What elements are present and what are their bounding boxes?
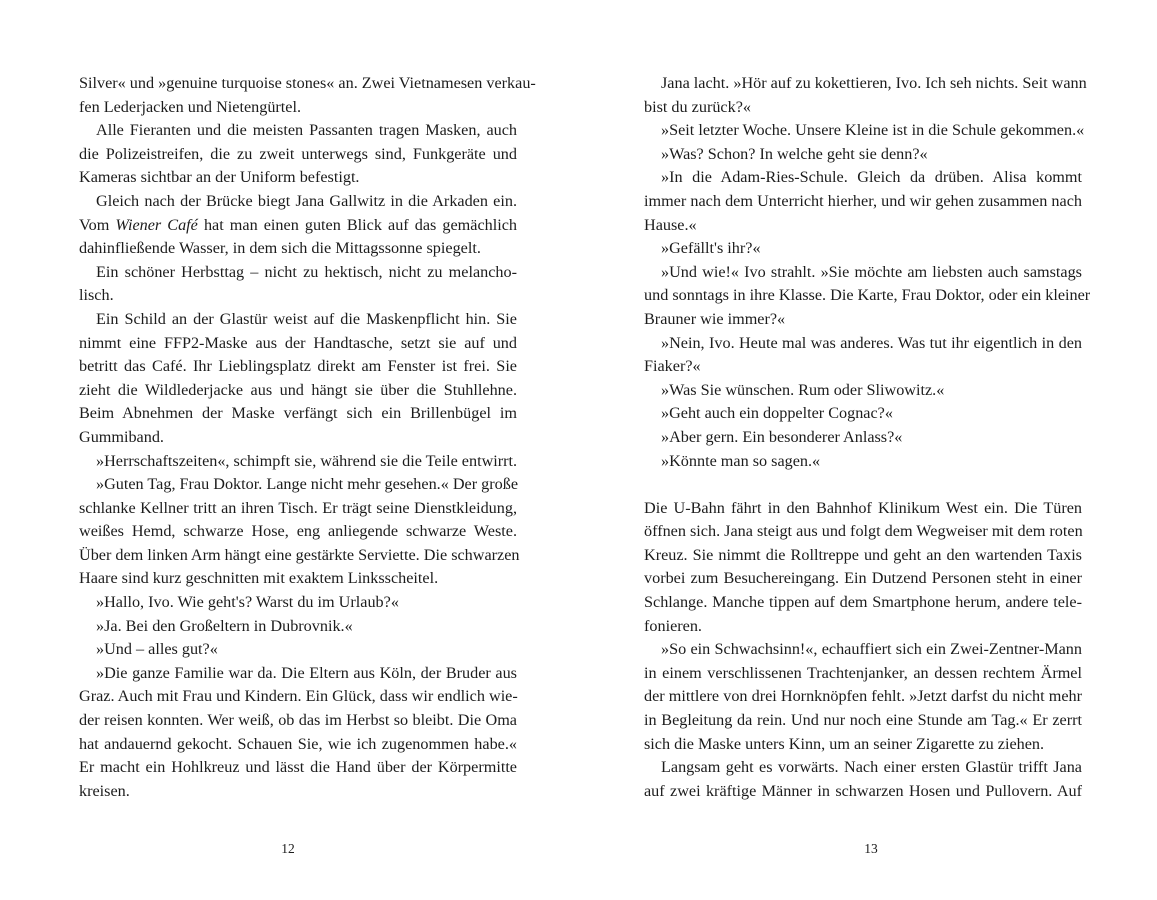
text-line: der mittlere von drei Hornknöpfen fehlt. »Jetzt darfst du nicht mehr <box>644 687 1082 706</box>
text-line: »Ja. Bei den Großeltern in Dubrovnik.« <box>96 616 353 635</box>
text-line: bist du zurück?« <box>644 97 751 116</box>
text-line <box>79 214 517 238</box>
text-line: »Seit letzter Woche. Unsere Kleine ist in die Schule gekommen.« <box>661 121 1085 140</box>
text-line: hat andauernd gekocht. Schauen Sie, wie ich zugenommen habe.« <box>79 734 517 753</box>
text-line: Hause.« <box>644 215 697 234</box>
text-line: Ein schöner Herbsttag – nicht zu hektisch, nicht zu melancho- <box>96 262 517 281</box>
text-line: »Nein, Ivo. Heute mal was anderes. Was tut ihr eigentlich in den <box>661 333 1082 352</box>
text-line: Alle Fieranten und die meisten Passanten tragen Masken, auch <box>96 121 517 140</box>
text-line: immer nach dem Unterricht hierher, und wir gehen zusammen nach <box>644 191 1082 210</box>
text-line: »Was? Schon? In welche geht sie denn?« <box>661 144 928 163</box>
text-line: Schlange. Manche tippen auf dem Smartphone herum, andere tele- <box>644 593 1082 612</box>
text-line: Über dem linken Arm hängt eine gestärkte Serviette. Die schwarzen <box>79 545 520 564</box>
text-line: fonieren. <box>644 616 702 635</box>
text-line: Jana lacht. »Hör auf zu kokettieren, Ivo. Ich seh nichts. Seit wann <box>661 74 1087 92</box>
text-line: »Gefällt's ihr?« <box>661 239 761 258</box>
text-line: lisch. <box>79 286 114 305</box>
text-line: der reisen konnten. Wer weiß, ob das im Herbst so bleibt. Die Oma <box>79 711 517 730</box>
text-line: nimmt eine FFP2-Maske aus der Handtasche, setzt sie auf und <box>79 333 517 352</box>
text-line: »So ein Schwachsinn!«, echauffiert sich ein Zwei-Zentner-Mann <box>661 640 1082 659</box>
text-line: fen Lederjacken und Nietengürtel. <box>79 97 302 116</box>
text-line: dahinfließende Wasser, in dem sich die Mittagssonne spiegelt. <box>79 239 481 258</box>
text-line: »Und – alles gut?« <box>96 640 218 659</box>
text-line: zieht die Wildlederjacke aus und hängt sie über die Stuhllehne. <box>79 380 517 399</box>
text-line: »Guten Tag, Frau Doktor. Lange nicht mehr gesehen.« Der große <box>96 475 519 494</box>
text-line: Brauner wie immer?« <box>644 309 786 328</box>
right-page <box>644 72 1091 803</box>
text-line: »Aber gern. Ein besonderer Anlass?« <box>661 427 903 446</box>
text-line: betritt das Café. Ihr Lieblingsplatz direkt am Fenster ist frei. Sie <box>79 357 517 376</box>
text-line: Haare sind kurz geschnitten mit exaktem Linksscheitel. <box>79 569 439 588</box>
text-line: Kameras sichtbar an der Uniform befestigt. <box>79 168 360 187</box>
text-line: Langsam geht es vorwärts. Nach einer ersten Glastür trifft Jana <box>661 758 1082 777</box>
text-line: in einem verschlissenen Trachtenjanker, an dessen rechtem Ärmel <box>644 663 1082 682</box>
text-line: »Die ganze Familie war da. Die Eltern aus Köln, der Bruder aus <box>96 663 517 682</box>
text-line: kreisen. <box>79 781 130 800</box>
text-line: Kreuz. Sie nimmt die Rolltreppe und geht an den wartenden Taxis <box>644 545 1082 564</box>
text-line: Gleich nach der Brücke biegt Jana Gallwitz in die Arkaden ein. <box>96 191 517 210</box>
text-line: Fiaker?« <box>644 357 701 376</box>
text-line: Graz. Auch mit Frau und Kindern. Ein Glück, dass wir endlich wie- <box>79 687 518 706</box>
text-line: »Könnte man so sagen.« <box>661 451 821 470</box>
cafe-name-italic: Wiener Café <box>115 215 198 234</box>
text-line: öffnen sich. Jana steigt aus und folgt dem Wegweiser mit dem roten <box>644 522 1083 541</box>
text-line: Ein Schild an der Glastür weist auf die Maskenpflicht hin. Sie <box>96 309 517 328</box>
text-line: Er macht ein Hohlkreuz und lässt die Hand über der Körpermitte <box>79 758 517 777</box>
text-line: »Herrschaftszeiten«, schimpft sie, während sie die Teile entwirrt. <box>96 451 518 470</box>
text-line: Silver« und »genuine turquoise stones« an. Zwei Vietnamesen verkau- <box>79 74 536 92</box>
text-line: »Hallo, Ivo. Wie geht's? Warst du im Urlaub?« <box>96 593 399 612</box>
section-break <box>644 473 1082 497</box>
text-line: auf zwei kräftige Männer in schwarzen Hosen und Pullovern. Auf <box>644 781 1082 800</box>
text-line: vorbei zum Besuchereingang. Ein Dutzend Personen steht in einer <box>644 569 1082 588</box>
text-line: Die U-Bahn fährt in den Bahnhof Klinikum West ein. Die Türen <box>644 498 1082 517</box>
page-number-left: 12 <box>281 841 295 856</box>
text-line: schlanke Kellner tritt an ihren Tisch. Er trägt seine Dienstkleidung, <box>79 498 517 517</box>
text-fragment: hat man einen guten Blick auf das gemächlich <box>203 215 518 234</box>
page-number-right: 13 <box>864 841 878 856</box>
text-line: »In die Adam-Ries-Schule. Gleich da drüben. Alisa kommt <box>661 168 1082 187</box>
text-line: Beim Abnehmen der Maske verfängt sich ein Brillenbügel im <box>79 404 517 423</box>
text-line: sich die Maske unters Kinn, um an seiner Zigarette zu ziehen. <box>644 734 1045 753</box>
text-fragment: Vom <box>79 215 110 234</box>
text-line: Gummiband. <box>79 427 164 446</box>
text-line: »Was Sie wünschen. Rum oder Sliwowitz.« <box>661 380 945 399</box>
text-line: und sonntags in ihre Klasse. Die Karte, Frau Doktor, oder ein kleiner <box>644 286 1091 305</box>
text-line: »Geht auch ein doppelter Cognac?« <box>661 404 893 423</box>
left-page <box>79 72 536 803</box>
text-line: weißes Hemd, schwarze Hose, eng anliegende schwarze Weste. <box>79 522 517 541</box>
text-line: die Polizeistreifen, die zu zweit unterwegs sind, Funkgeräte und <box>79 144 517 163</box>
text-line: »Und wie!« Ivo strahlt. »Sie möchte am liebsten auch samstags <box>661 262 1082 281</box>
text-line: in Begleitung da rein. Und nur noch eine Stunde am Tag.« Er zerrt <box>644 711 1082 730</box>
